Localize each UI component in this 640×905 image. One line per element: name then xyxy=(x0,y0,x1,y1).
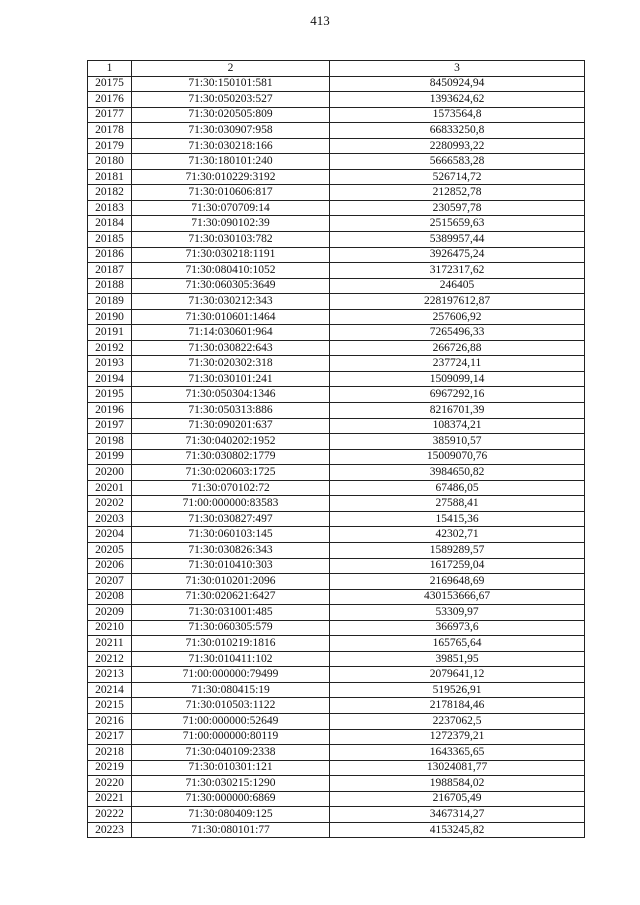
value-cell: 3984650,82 xyxy=(330,465,585,481)
row-number-cell: 20181 xyxy=(88,169,132,185)
table-row xyxy=(88,465,585,481)
table-row xyxy=(88,760,585,776)
value-cell: 39851,95 xyxy=(330,651,585,667)
value-cell: 8450924,94 xyxy=(330,76,585,92)
table-row xyxy=(88,340,585,356)
cadastral-number-cell: 71:30:030822:643 xyxy=(132,340,330,356)
row-number-cell: 20216 xyxy=(88,713,132,729)
row-number-cell: 20212 xyxy=(88,651,132,667)
value-cell: 1573564,8 xyxy=(330,107,585,123)
row-number-cell: 20197 xyxy=(88,418,132,434)
value-cell: 228197612,87 xyxy=(330,294,585,310)
row-number-cell: 20217 xyxy=(88,729,132,745)
table-row xyxy=(88,527,585,543)
row-number-cell: 20222 xyxy=(88,807,132,823)
cadastral-number-cell: 71:30:080415:19 xyxy=(132,682,330,698)
row-number-cell: 20192 xyxy=(88,340,132,356)
value-cell: 1272379,21 xyxy=(330,729,585,745)
row-number-cell: 20182 xyxy=(88,185,132,201)
table-row xyxy=(88,434,585,450)
table-row xyxy=(88,511,585,527)
table-row xyxy=(88,667,585,683)
cadastral-number-cell: 71:30:090201:637 xyxy=(132,418,330,434)
row-number-cell: 20204 xyxy=(88,527,132,543)
cadastral-number-cell: 71:30:050313:886 xyxy=(132,403,330,419)
row-number-cell: 20184 xyxy=(88,216,132,232)
cadastral-number-cell: 71:30:020621:6427 xyxy=(132,589,330,605)
value-cell: 1988584,02 xyxy=(330,776,585,792)
cadastral-number-cell: 71:30:020505:809 xyxy=(132,107,330,123)
cadastral-number-cell: 71:30:060305:579 xyxy=(132,620,330,636)
cadastral-number-cell: 71:30:010606:817 xyxy=(132,185,330,201)
row-number-cell: 20201 xyxy=(88,480,132,496)
row-number-cell: 20200 xyxy=(88,465,132,481)
row-number-cell: 20213 xyxy=(88,667,132,683)
cadastral-number-cell: 71:00:000000:83583 xyxy=(132,496,330,512)
value-cell: 212852,78 xyxy=(330,185,585,201)
row-number-cell: 20214 xyxy=(88,682,132,698)
cadastral-number-cell: 71:30:020603:1725 xyxy=(132,465,330,481)
row-number-cell: 20186 xyxy=(88,247,132,263)
cadastral-number-cell: 71:30:030907:958 xyxy=(132,123,330,139)
value-cell: 216705,49 xyxy=(330,791,585,807)
cadastral-number-cell: 71:30:010601:1464 xyxy=(132,309,330,325)
row-number-cell: 20194 xyxy=(88,371,132,387)
value-cell: 6967292,16 xyxy=(330,387,585,403)
cadastral-number-cell: 71:00:000000:79499 xyxy=(132,667,330,683)
row-number-cell: 20189 xyxy=(88,294,132,310)
value-cell: 230597,78 xyxy=(330,200,585,216)
cadastral-number-cell: 71:30:040202:1952 xyxy=(132,434,330,450)
value-cell: 4153245,82 xyxy=(330,822,585,838)
table-row xyxy=(88,651,585,667)
table-row xyxy=(88,371,585,387)
value-cell: 108374,21 xyxy=(330,418,585,434)
page-number: 413 xyxy=(310,13,330,28)
table-row xyxy=(88,138,585,154)
row-number-cell: 20179 xyxy=(88,138,132,154)
value-cell: 67486,05 xyxy=(330,480,585,496)
cadastral-number-cell: 71:30:031001:485 xyxy=(132,605,330,621)
row-number-cell: 20195 xyxy=(88,387,132,403)
value-cell: 2079641,12 xyxy=(330,667,585,683)
row-number-cell: 20209 xyxy=(88,605,132,621)
value-cell: 266726,88 xyxy=(330,340,585,356)
value-cell: 519526,91 xyxy=(330,682,585,698)
value-cell: 66833250,8 xyxy=(330,123,585,139)
value-cell: 246405 xyxy=(330,278,585,294)
table-row xyxy=(88,542,585,558)
row-number-cell: 20190 xyxy=(88,309,132,325)
row-number-cell: 20211 xyxy=(88,636,132,652)
row-number-cell: 20223 xyxy=(88,822,132,838)
cadastral-number-cell: 71:30:040109:2338 xyxy=(132,745,330,761)
cadastral-number-cell: 71:30:030218:1191 xyxy=(132,247,330,263)
table-row xyxy=(88,356,585,372)
table-row xyxy=(88,418,585,434)
table-row xyxy=(88,325,585,341)
row-number-cell: 20187 xyxy=(88,263,132,279)
table-row xyxy=(88,729,585,745)
table-row xyxy=(88,791,585,807)
cadastral-number-cell: 71:30:010229:3192 xyxy=(132,169,330,185)
table-row xyxy=(88,620,585,636)
cadastral-number-cell: 71:30:030827:497 xyxy=(132,511,330,527)
table-row xyxy=(88,449,585,465)
row-number-cell: 20219 xyxy=(88,760,132,776)
value-cell: 3172317,62 xyxy=(330,263,585,279)
table-row xyxy=(88,169,585,185)
value-cell: 1643365,65 xyxy=(330,745,585,761)
table-row xyxy=(88,636,585,652)
table-row xyxy=(88,574,585,590)
table-row xyxy=(88,309,585,325)
row-number-cell: 20210 xyxy=(88,620,132,636)
cadastral-number-cell: 71:30:050203:527 xyxy=(132,92,330,108)
value-cell: 15009070,76 xyxy=(330,449,585,465)
table-row xyxy=(88,216,585,232)
cadastral-number-cell: 71:30:030103:782 xyxy=(132,232,330,248)
table-row xyxy=(88,154,585,170)
row-number-cell: 20199 xyxy=(88,449,132,465)
cadastral-number-cell: 71:30:030218:166 xyxy=(132,138,330,154)
row-number-cell: 20175 xyxy=(88,76,132,92)
cadastral-number-cell: 71:30:030101:241 xyxy=(132,371,330,387)
table-row xyxy=(88,496,585,512)
table-row xyxy=(88,776,585,792)
cadastral-number-cell: 71:00:000000:52649 xyxy=(132,713,330,729)
cadastral-number-cell: 71:30:150101:581 xyxy=(132,76,330,92)
table-body xyxy=(88,61,585,838)
row-number-cell: 20176 xyxy=(88,92,132,108)
cadastral-number-cell: 71:30:180101:240 xyxy=(132,154,330,170)
value-cell: 1589289,57 xyxy=(330,542,585,558)
table-row xyxy=(88,76,585,92)
cadastral-number-cell: 71:30:010410:303 xyxy=(132,558,330,574)
table-row xyxy=(88,822,585,838)
table-row xyxy=(88,745,585,761)
cadastral-number-cell: 71:30:010201:2096 xyxy=(132,574,330,590)
table-row xyxy=(88,123,585,139)
value-cell: 5389957,44 xyxy=(330,232,585,248)
value-cell: 1393624,62 xyxy=(330,92,585,108)
column-header-1: 1 xyxy=(88,61,132,77)
value-cell: 2237062,5 xyxy=(330,713,585,729)
table-row xyxy=(88,92,585,108)
row-number-cell: 20188 xyxy=(88,278,132,294)
data-table xyxy=(87,60,585,838)
table-row xyxy=(88,294,585,310)
cadastral-number-cell: 71:30:080409:125 xyxy=(132,807,330,823)
row-number-cell: 20203 xyxy=(88,511,132,527)
cadastral-number-cell: 71:30:080101:77 xyxy=(132,822,330,838)
cadastral-number-cell: 71:30:070709:14 xyxy=(132,200,330,216)
row-number-cell: 20180 xyxy=(88,154,132,170)
table-row xyxy=(88,107,585,123)
table-row xyxy=(88,200,585,216)
row-number-cell: 20208 xyxy=(88,589,132,605)
table-row xyxy=(88,278,585,294)
table-row xyxy=(88,605,585,621)
table-row xyxy=(88,698,585,714)
value-cell: 42302,71 xyxy=(330,527,585,543)
table-row xyxy=(88,589,585,605)
table-row xyxy=(88,387,585,403)
value-cell: 1509099,14 xyxy=(330,371,585,387)
cadastral-number-cell: 71:30:090102:39 xyxy=(132,216,330,232)
table-row xyxy=(88,480,585,496)
cadastral-number-cell: 71:30:020302:318 xyxy=(132,356,330,372)
cadastral-number-cell: 71:30:010411:102 xyxy=(132,651,330,667)
value-cell: 13024081,77 xyxy=(330,760,585,776)
cadastral-number-cell: 71:30:010503:1122 xyxy=(132,698,330,714)
value-cell: 2169648,69 xyxy=(330,574,585,590)
table-row xyxy=(88,247,585,263)
row-number-cell: 20178 xyxy=(88,123,132,139)
row-number-cell: 20206 xyxy=(88,558,132,574)
cadastral-number-cell: 71:30:030215:1290 xyxy=(132,776,330,792)
value-cell: 27588,41 xyxy=(330,496,585,512)
row-number-cell: 20196 xyxy=(88,403,132,419)
cadastral-number-cell: 71:00:000000:80119 xyxy=(132,729,330,745)
value-cell: 3926475,24 xyxy=(330,247,585,263)
value-cell: 5666583,28 xyxy=(330,154,585,170)
cadastral-number-cell: 71:30:030212:343 xyxy=(132,294,330,310)
value-cell: 385910,57 xyxy=(330,434,585,450)
value-cell: 2178184,46 xyxy=(330,698,585,714)
row-number-cell: 20215 xyxy=(88,698,132,714)
value-cell: 15415,36 xyxy=(330,511,585,527)
value-cell: 165765,64 xyxy=(330,636,585,652)
row-number-cell: 20193 xyxy=(88,356,132,372)
table-row xyxy=(88,232,585,248)
table-row xyxy=(88,263,585,279)
value-cell: 8216701,39 xyxy=(330,403,585,419)
row-number-cell: 20221 xyxy=(88,791,132,807)
row-number-cell: 20191 xyxy=(88,325,132,341)
table-header-row xyxy=(88,61,585,77)
cadastral-number-cell: 71:30:030802:1779 xyxy=(132,449,330,465)
column-header-3: 3 xyxy=(330,61,585,77)
table-row xyxy=(88,807,585,823)
table-row xyxy=(88,713,585,729)
table-row xyxy=(88,403,585,419)
cadastral-number-cell: 71:30:080410:1052 xyxy=(132,263,330,279)
row-number-cell: 20177 xyxy=(88,107,132,123)
column-header-2: 2 xyxy=(132,61,330,77)
value-cell: 257606,92 xyxy=(330,309,585,325)
row-number-cell: 20220 xyxy=(88,776,132,792)
value-cell: 366973,6 xyxy=(330,620,585,636)
table-row xyxy=(88,185,585,201)
cadastral-number-cell: 71:14:030601:964 xyxy=(132,325,330,341)
cadastral-number-cell: 71:30:000000:6869 xyxy=(132,791,330,807)
row-number-cell: 20198 xyxy=(88,434,132,450)
value-cell: 1617259,04 xyxy=(330,558,585,574)
cadastral-number-cell: 71:30:070102:72 xyxy=(132,480,330,496)
table-row xyxy=(88,682,585,698)
value-cell: 53309,97 xyxy=(330,605,585,621)
cadastral-number-cell: 71:30:010219:1816 xyxy=(132,636,330,652)
value-cell: 7265496,33 xyxy=(330,325,585,341)
row-number-cell: 20218 xyxy=(88,745,132,761)
row-number-cell: 20183 xyxy=(88,200,132,216)
row-number-cell: 20205 xyxy=(88,542,132,558)
value-cell: 3467314,27 xyxy=(330,807,585,823)
cadastral-number-cell: 71:30:060103:145 xyxy=(132,527,330,543)
cadastral-number-cell: 71:30:050304:1346 xyxy=(132,387,330,403)
value-cell: 526714,72 xyxy=(330,169,585,185)
value-cell: 2515659,63 xyxy=(330,216,585,232)
value-cell: 430153666,67 xyxy=(330,589,585,605)
row-number-cell: 20185 xyxy=(88,232,132,248)
cadastral-number-cell: 71:30:060305:3649 xyxy=(132,278,330,294)
row-number-cell: 20207 xyxy=(88,574,132,590)
cadastral-number-cell: 71:30:010301:121 xyxy=(132,760,330,776)
table-row xyxy=(88,558,585,574)
row-number-cell: 20202 xyxy=(88,496,132,512)
value-cell: 237724,11 xyxy=(330,356,585,372)
value-cell: 2280993,22 xyxy=(330,138,585,154)
cadastral-number-cell: 71:30:030826:343 xyxy=(132,542,330,558)
